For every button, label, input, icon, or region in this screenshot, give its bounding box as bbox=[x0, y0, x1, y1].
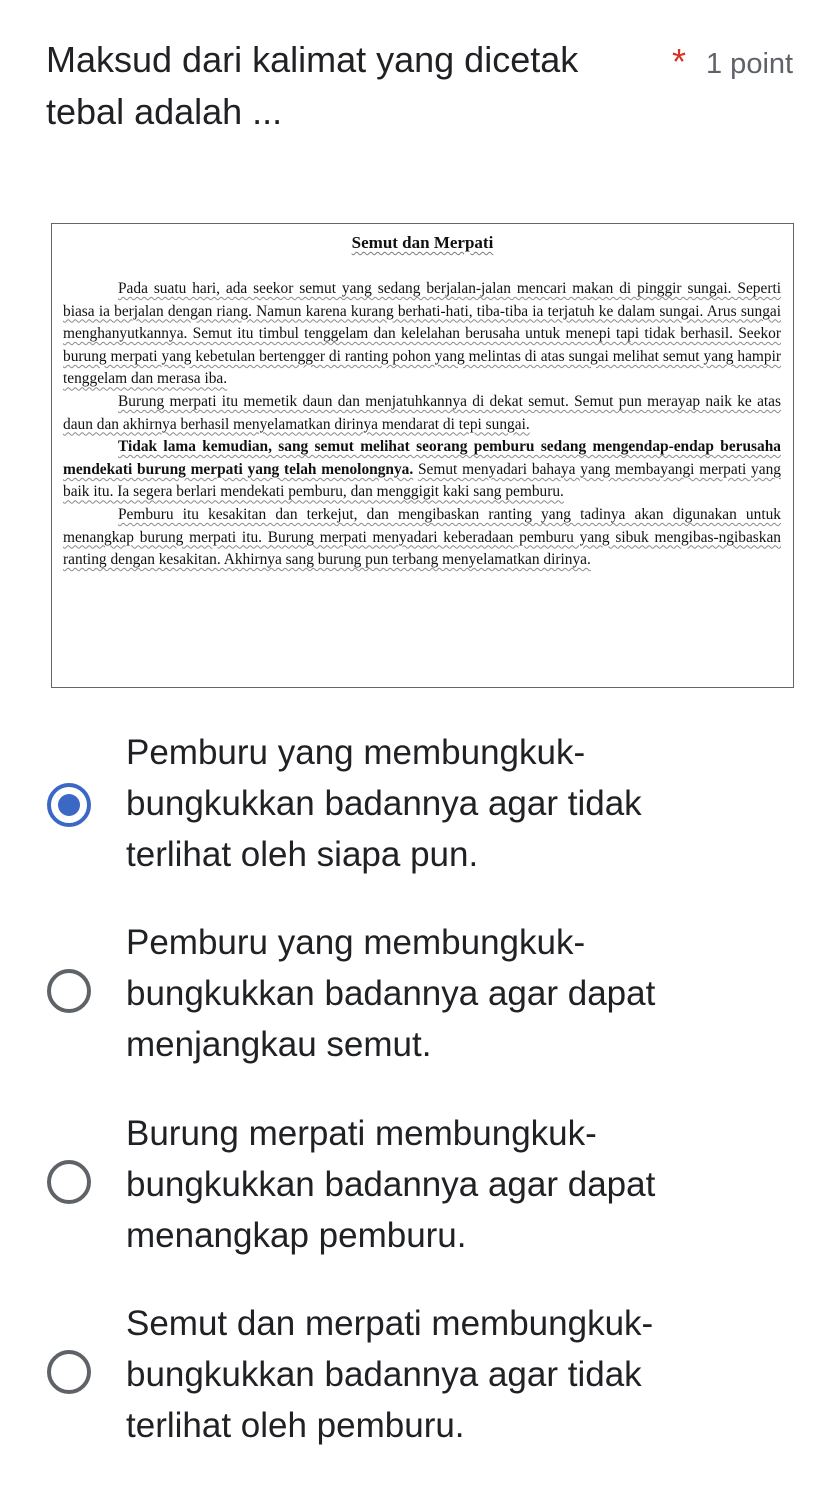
passage-paragraph-4: Pemburu itu kesakitan dan terkejut, dan mengibaskan ranting yang tadinya akan digunakan untuk menangkap burung merpati itu. Burung merpati menyadari keberadaan pemburu yang sibuk mengibas-ngibaskan ranting dengan kesakitan. Akhirnya sang burung pun terbang menyelamatkan dirinya. bbox=[63, 505, 781, 569]
bold-sentence: Tidak lama kemudian, sang semut melihat seorang pemburu sedang mengendap-endap berusaha mendekati burung merpati yang telah menolongnya. bbox=[63, 438, 781, 478]
passage-title: Semut dan Merpati bbox=[351, 233, 494, 252]
question-title: Maksud dari kalimat yang dicetak tebal adalah ... bbox=[46, 39, 579, 132]
option-1-label[interactable]: Pemburu yang membungkuk-bungkukkan badannya agar tidak terlihat oleh siapa pun. bbox=[126, 733, 642, 874]
option-3-label[interactable]: Burung merpati membungkuk-bungkukkan badannya agar dapat menangkap pemburu. bbox=[126, 1114, 656, 1255]
radio-button-icon[interactable] bbox=[47, 1160, 91, 1204]
radio-button-checked-icon[interactable] bbox=[47, 783, 91, 827]
radio-button-icon[interactable] bbox=[47, 1350, 91, 1394]
passage-paragraph-3-rest: Semut menyadari bahaya yang membayangi merpati yang baik itu. Ia segera berlari mendekati pemburu, dan menggigit kaki sang pemburu. bbox=[63, 460, 781, 501]
question-points: 1 point bbox=[706, 48, 794, 80]
option-2[interactable] bbox=[0, 917, 824, 1067]
passage-paragraph-2: Burung merpati itu memetik daun dan menjatuhkannya di dekat semut. Semut pun merayap naik ke atas daun dan akhirnya berhasil menyelamatkan dirinya mendarat di tepi sungai. bbox=[63, 392, 781, 433]
question-header bbox=[46, 34, 806, 154]
option-1[interactable] bbox=[0, 727, 824, 877]
passage-paragraph-3 bbox=[63, 436, 781, 504]
passage-body bbox=[63, 278, 781, 572]
option-4-label[interactable]: Semut dan merpati membungkuk-bungkukkan badannya agar tidak terlihat oleh pemburu. bbox=[126, 1304, 654, 1445]
option-4[interactable] bbox=[0, 1298, 824, 1448]
required-marker: * bbox=[672, 41, 687, 82]
radio-button-icon[interactable] bbox=[47, 969, 91, 1013]
passage-image bbox=[51, 223, 794, 688]
option-3[interactable] bbox=[0, 1108, 824, 1258]
passage-paragraph-1: Pada suatu hari, ada seekor semut yang sedang berjalan-jalan mencari makan di pinggir sungai. Seperti biasa ia berjalan dengan riang. Namun karena kurang berhati-hati, tiba-tiba ia terjatuh ke dalam sungai. Arus sungai menghanyutkannya. Semut itu timbul tenggelam dan kelelahan berusaha untuk menepi tapi tidak berhasil. Seekor burung merpati yang kebetulan bertengger di ranting pohon yang melintas di atas sungai melihat semut yang hampir tenggelam dan merasa iba. bbox=[63, 280, 781, 388]
option-2-label[interactable]: Pemburu yang membungkuk-bungkukkan badannya agar dapat menjangkau semut. bbox=[126, 923, 656, 1064]
